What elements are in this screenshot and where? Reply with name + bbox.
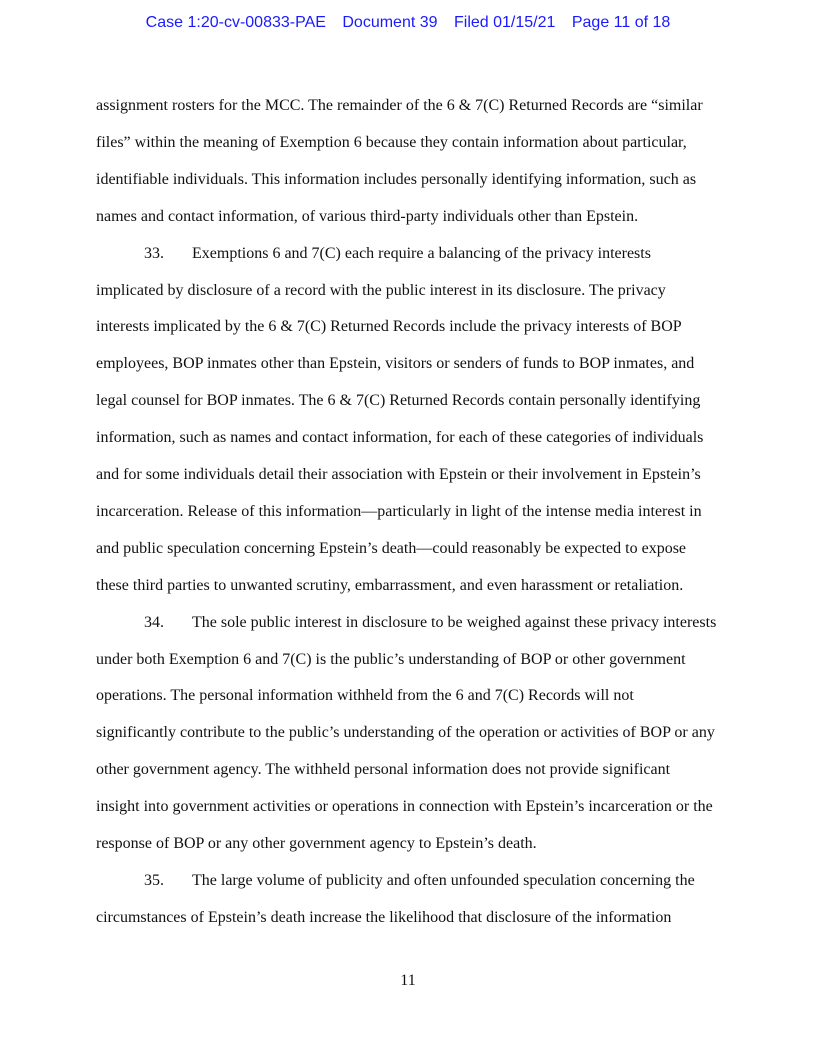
text-line — [96, 835, 537, 853]
line-text: The sole public interest in disclosure to be weighed against these privacy interests — [192, 613, 717, 631]
line-text: other government agency. The withheld personal information does not provide significant — [96, 761, 671, 779]
text-line — [96, 318, 682, 336]
paragraph-number: 34. — [144, 613, 164, 631]
text-line — [96, 724, 715, 742]
line-text: information, such as names and contact information, for each of these categories of individuals — [96, 429, 704, 447]
text-line — [96, 651, 686, 669]
line-text: The large volume of publicity and often unfounded speculation concerning the — [192, 871, 695, 889]
text-line — [96, 134, 687, 152]
text-line — [96, 798, 713, 816]
line-text: these third parties to unwanted scrutiny, embarrassment, and even harassment or retaliation. — [96, 576, 684, 594]
text-line — [96, 909, 671, 927]
paragraph-number: 33. — [144, 244, 164, 262]
line-text: assignment rosters for the MCC. The remainder of the 6 & 7(C) Returned Records are “similar — [96, 97, 703, 114]
case-number: Case 1:20-cv-00833-PAE — [145, 14, 326, 31]
text-line — [96, 503, 702, 521]
line-text: implicated by disclosure of a record with the public interest in its disclosure. The privacy — [96, 281, 666, 299]
line-text: names and contact information, of various third-party individuals other than Epstein. — [96, 207, 639, 225]
text-line — [96, 540, 686, 558]
text-line — [96, 392, 700, 410]
filed-date: Filed 01/15/21 — [454, 14, 556, 31]
line-text: employees, BOP inmates other than Epstein, visitors or senders of funds to BOP inmates, and — [96, 355, 695, 373]
line-text: Exemptions 6 and 7(C) each require a balancing of the privacy interests — [192, 244, 651, 262]
document-number: Document 39 — [342, 14, 438, 31]
text-line — [96, 171, 696, 189]
line-text: interests implicated by the 6 & 7(C) Returned Records include the privacy interests of BOP — [96, 318, 682, 336]
text-line — [96, 577, 683, 595]
line-text: operations. The personal information withheld from the 6 and 7(C) Records will not — [96, 687, 634, 705]
line-text: significantly contribute to the public’s understanding of the operation or activities of BOP or any — [96, 724, 715, 742]
line-text: legal counsel for BOP inmates. The 6 & 7(C) Returned Records contain personally identifying — [96, 392, 701, 410]
line-text: identifiable individuals. This information includes personally identifying information, such as — [96, 170, 697, 188]
paragraph-start-line — [96, 872, 695, 890]
text-line — [96, 761, 670, 779]
line-text: insight into government activities or operations in connection with Epstein’s incarceration or the — [96, 798, 713, 816]
paragraph-start-line — [96, 245, 651, 263]
line-text: incarceration. Release of this information—particularly in light of the intense media interest in — [96, 502, 702, 520]
text-line — [96, 208, 638, 226]
text-line — [96, 466, 701, 484]
case-header — [0, 14, 816, 32]
line-text: and for some individuals detail their association with Epstein or their involvement in Epstein’s — [96, 466, 701, 483]
page-number: 11 — [400, 972, 416, 989]
text-line — [96, 355, 694, 373]
text-line — [96, 429, 703, 447]
line-text: and public speculation concerning Epstein’s death—could reasonably be expected to expose — [96, 539, 687, 557]
page-indicator: Page 11 of 18 — [571, 14, 671, 31]
text-line — [96, 97, 703, 115]
line-text: response of BOP or any other government agency to Epstein’s death. — [96, 835, 537, 852]
text-line — [96, 687, 634, 705]
text-line — [96, 282, 666, 300]
paragraph-start-line — [96, 614, 716, 632]
line-text: circumstances of Epstein’s death increase the likelihood that disclosure of the information — [96, 908, 672, 926]
paragraph-number: 35. — [144, 871, 164, 889]
line-text: files” within the meaning of Exemption 6 because they contain information about particular, — [96, 133, 687, 151]
line-text: under both Exemption 6 and 7(C) is the public’s understanding of BOP or other government — [96, 650, 686, 668]
